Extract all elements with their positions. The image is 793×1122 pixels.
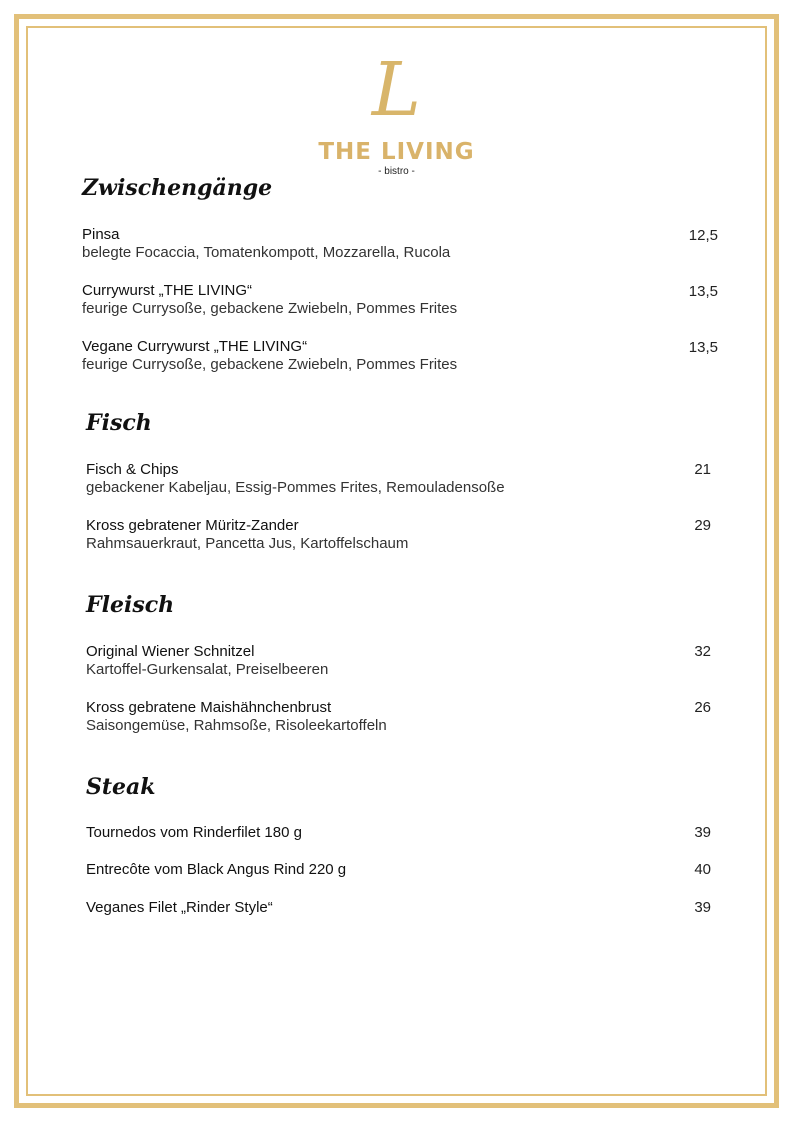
menu-item-price: 26 [694, 699, 711, 716]
menu-item-price: 32 [694, 643, 711, 660]
menu-item-price: 12,5 [688, 227, 718, 244]
logo-subtitle: - bistro - [378, 166, 415, 177]
menu-item-description: feurige Currysoße, gebackene Zwiebeln, Pommes Frites [82, 300, 458, 317]
section-title-fleisch: Fleisch [86, 592, 175, 618]
menu-item-name: Pinsa [82, 226, 120, 243]
menu-item-description: feurige Currysoße, gebackene Zwiebeln, Pommes Frites [82, 356, 458, 373]
menu-item-name: Original Wiener Schnitzel [86, 643, 255, 660]
menu-item-description: gebackener Kabeljau, Essig-Pommes Frites, Remouladensoße [86, 479, 505, 496]
menu-item-price: 39 [694, 824, 711, 841]
section-title-fisch: Fisch [86, 410, 152, 436]
logo-monogram: L [371, 47, 422, 133]
menu-item-description: Saisongemüse, Rahmsoße, Risoleekartoffeln [86, 717, 387, 734]
menu-item-price: 13,5 [688, 339, 718, 356]
section-title-steak: Steak [86, 774, 156, 800]
menu-item-price: 13,5 [688, 283, 718, 300]
menu-item-name: Fisch & Chips [86, 461, 179, 478]
menu-item-description: Rahmsauerkraut, Pancetta Jus, Kartoffelschaum [86, 535, 409, 552]
menu-item-description: belegte Focaccia, Tomatenkompott, Mozzarella, Rucola [82, 244, 451, 261]
menu-item-name: Vegane Currywurst „THE LIVING“ [82, 338, 308, 355]
menu-item-description: Kartoffel-Gurkensalat, Preiselbeeren [86, 661, 329, 678]
menu-item-price: 21 [694, 461, 711, 478]
menu-item-name: Veganes Filet „Rinder Style“ [86, 899, 273, 916]
menu-item-price: 40 [694, 861, 711, 878]
menu-item-price: 29 [694, 517, 711, 534]
menu-item-name: Tournedos vom Rinderfilet 180 g [86, 824, 302, 841]
section-title-zwischengaenge: Zwischengänge [82, 175, 273, 201]
menu-item-name: Entrecôte vom Black Angus Rind 220 g [86, 861, 347, 878]
menu-item-name: Currywurst „THE LIVING“ [82, 282, 253, 299]
menu-item-price: 39 [694, 899, 711, 916]
menu-item-name: Kross gebratener Müritz-Zander [86, 517, 299, 534]
logo-brand-name: THE LIVING [318, 139, 475, 165]
menu-item-name: Kross gebratene Maishähnchenbrust [86, 699, 332, 716]
